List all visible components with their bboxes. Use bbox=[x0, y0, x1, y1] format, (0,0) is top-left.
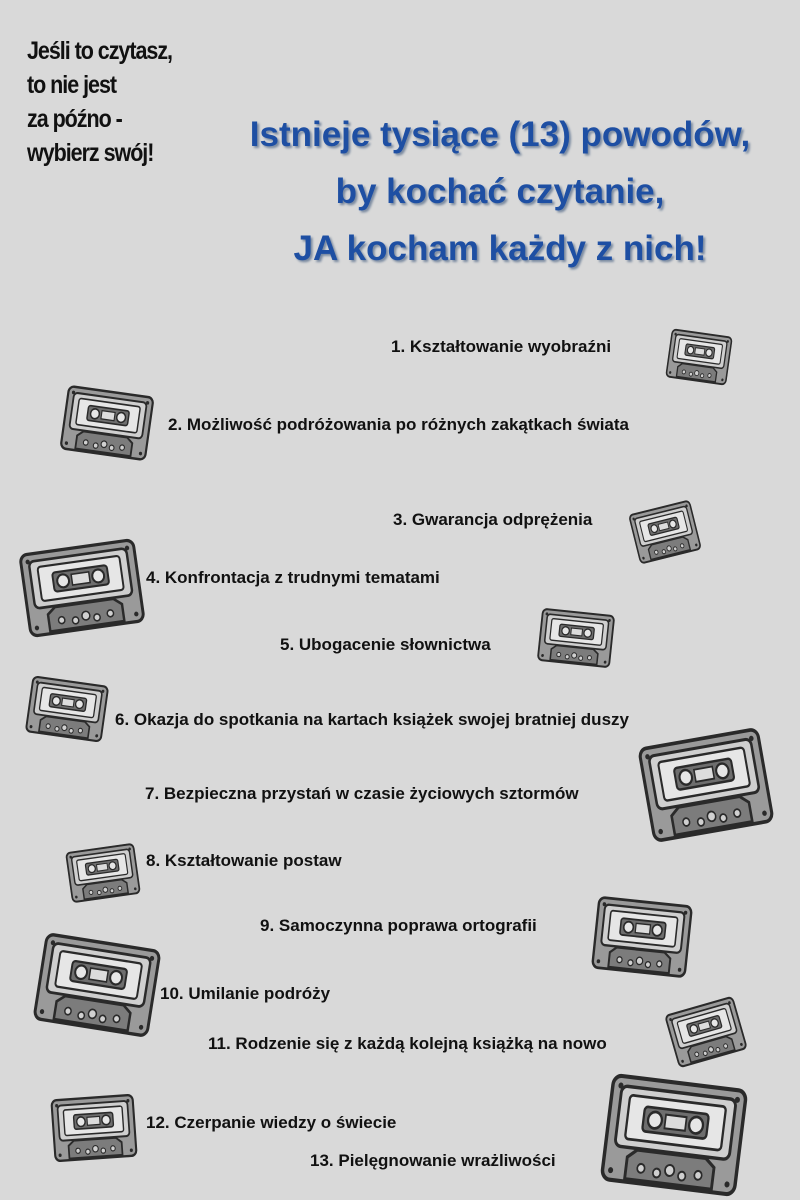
cassette-tape-icon bbox=[599, 1072, 749, 1198]
reason-10: 10. Umilanie podróży bbox=[160, 984, 331, 1003]
reason-3: 3. Gwarancja odprężenia bbox=[393, 510, 593, 529]
cassette-tape-icon bbox=[18, 537, 147, 639]
headline-line-1: Istnieje tysiące (13) powodów, bbox=[249, 115, 751, 154]
corner-note bbox=[27, 34, 190, 170]
reason-1: 1. Kształtowanie wyobraźni bbox=[391, 337, 612, 356]
headline-line-2: by kochać czytanie, bbox=[335, 172, 665, 211]
reason-5: 5. Ubogacenie słownictwa bbox=[280, 635, 491, 654]
cassette-tape-icon bbox=[32, 931, 163, 1038]
reason-7: 7. Bezpieczna przystań w czasie życiowych sztormów bbox=[145, 784, 579, 803]
cassette-tape-icon bbox=[664, 995, 749, 1069]
reason-13: 13. Pielęgnowanie wrażliwości bbox=[310, 1151, 556, 1170]
headline bbox=[200, 106, 800, 277]
cassette-tape-icon bbox=[536, 607, 615, 668]
reason-6: 6. Okazja do spotkania na kartach książek swojej bratniej duszy bbox=[115, 710, 629, 729]
cassette-tape-icon bbox=[65, 842, 142, 903]
reason-11: 11. Rodzenie się z każdą kolejną książką na nowo bbox=[208, 1034, 607, 1053]
cassette-tape-icon bbox=[665, 328, 733, 386]
cassette-tape-icon bbox=[636, 726, 775, 844]
reason-8: 8. Kształtowanie postaw bbox=[146, 851, 342, 870]
cassette-tape-icon bbox=[50, 1093, 138, 1163]
corner-note-line-3: za późno - bbox=[27, 105, 122, 133]
corner-note-line-4: wybierz swój! bbox=[27, 139, 154, 167]
headline-line-3: JA kocham każdy z nich! bbox=[293, 229, 707, 268]
cassette-tape-icon bbox=[590, 895, 693, 979]
reason-9: 9. Samoczynna poprawa ortografii bbox=[260, 916, 537, 935]
cassette-tape-icon bbox=[628, 499, 703, 565]
reason-12: 12. Czerpanie wiedzy o świecie bbox=[146, 1113, 397, 1132]
corner-note-line-1: Jeśli to czytasz, bbox=[27, 37, 172, 65]
reason-2: 2. Możliwość podróżowania po różnych zakątkach świata bbox=[168, 415, 629, 434]
reason-4: 4. Konfrontacja z trudnymi tematami bbox=[146, 568, 440, 587]
cassette-tape-icon bbox=[59, 384, 155, 462]
cassette-tape-icon bbox=[24, 675, 109, 743]
corner-note-line-2: to nie jest bbox=[27, 71, 117, 99]
